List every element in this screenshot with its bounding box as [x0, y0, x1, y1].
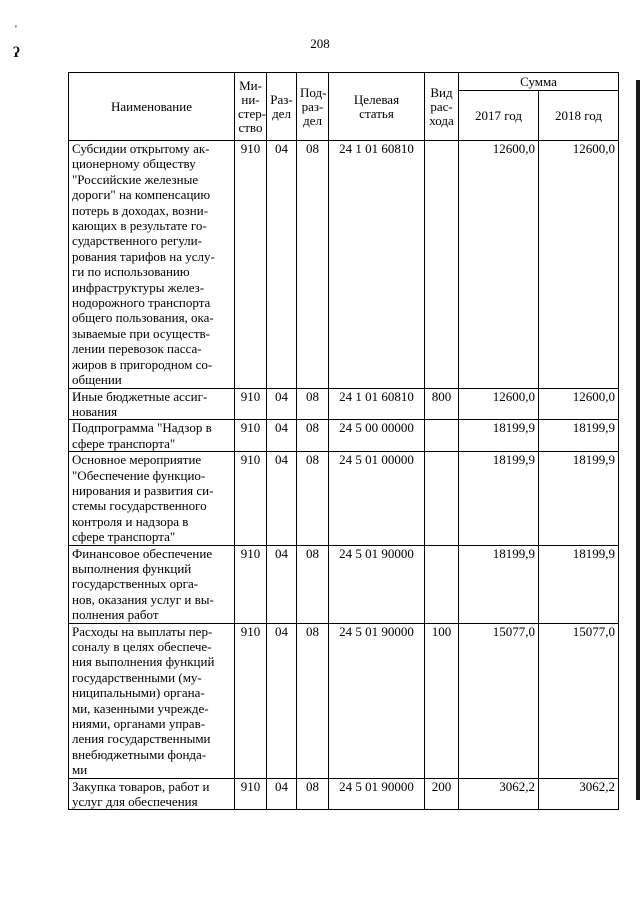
row-amount-2017: 18199,9 — [459, 452, 539, 545]
header-sum: Сумма — [459, 73, 619, 91]
row-amount-2018: 12600,0 — [539, 141, 619, 389]
row-section: 04 — [267, 545, 297, 623]
row-ministry: 910 — [235, 623, 267, 778]
table-row — [69, 420, 619, 452]
table-row — [69, 388, 619, 420]
row-ministry: 910 — [235, 388, 267, 420]
header-year-2018: 2018 год — [539, 91, 619, 141]
row-name: Субсидии открытому ак- ционерному обществу "Российские железные дороги" на компенсацию потерь в доходах, возни- кающих в результате го- сударственного регули- рования тарифов на услу- ги по использованию инфраструктуры желез- нодорожного транспорта общего пользования, ока- зываемые при осуществ- лении перевозок пасса- жиров в пригородном со- общении — [69, 141, 235, 389]
row-amount-2017: 18199,9 — [459, 420, 539, 452]
table-row — [69, 452, 619, 545]
row-name: Основное мероприятие "Обеспечение функцио- нирования и развития си- стемы государственного контроля и надзора в сфере транспорта" — [69, 452, 235, 545]
header-expense-type: Вид рас- хода — [425, 73, 459, 141]
row-name: Иные бюджетные ассиг- нования — [69, 388, 235, 420]
row-name: Подпрограмма "Надзор в сфере транспорта" — [69, 420, 235, 452]
scan-edge-shadow — [636, 80, 640, 800]
table-row — [69, 623, 619, 778]
row-section: 04 — [267, 141, 297, 389]
row-ministry: 910 — [235, 452, 267, 545]
row-ministry: 910 — [235, 545, 267, 623]
row-amount-2018: 18199,9 — [539, 420, 619, 452]
row-target: 24 5 01 90000 — [329, 778, 425, 810]
row-amount-2018: 15077,0 — [539, 623, 619, 778]
row-amount-2017: 3062,2 — [459, 778, 539, 810]
margin-mark: ᵉ — [15, 22, 18, 32]
row-section: 04 — [267, 420, 297, 452]
row-subsection: 08 — [297, 452, 329, 545]
row-name: Расходы на выплаты пер- соналу в целях обеспече- ния выполнения функций государственными (му- ниципальными) органа- ми, казенными учрежде- ниями, органами управ- ления государственными внебюджетными фонда- ми — [69, 623, 235, 778]
row-section: 04 — [267, 778, 297, 810]
row-expense-type — [425, 141, 459, 389]
row-subsection: 08 — [297, 623, 329, 778]
row-subsection: 08 — [297, 420, 329, 452]
row-target: 24 5 00 00000 — [329, 420, 425, 452]
row-amount-2017: 15077,0 — [459, 623, 539, 778]
row-target: 24 5 01 90000 — [329, 545, 425, 623]
budget-table — [68, 72, 619, 810]
row-name: Финансовое обеспечение выполнения функций государственных орга- нов, оказания услуг и вы- полнения работ — [69, 545, 235, 623]
table-row — [69, 545, 619, 623]
row-target: 24 5 01 00000 — [329, 452, 425, 545]
row-section: 04 — [267, 388, 297, 420]
table-row — [69, 141, 619, 389]
row-amount-2017: 18199,9 — [459, 545, 539, 623]
row-subsection: 08 — [297, 388, 329, 420]
header-name: Наименование — [69, 73, 235, 141]
row-amount-2018: 3062,2 — [539, 778, 619, 810]
row-expense-type — [425, 545, 459, 623]
header-subsection: Под- раз- дел — [297, 73, 329, 141]
row-expense-type: 200 — [425, 778, 459, 810]
row-amount-2018: 18199,9 — [539, 452, 619, 545]
header-ministry: Ми- ни- стер- ство — [235, 73, 267, 141]
row-section: 04 — [267, 452, 297, 545]
row-subsection: 08 — [297, 141, 329, 389]
row-amount-2017: 12600,0 — [459, 388, 539, 420]
row-expense-type — [425, 420, 459, 452]
row-amount-2018: 12600,0 — [539, 388, 619, 420]
row-ministry: 910 — [235, 778, 267, 810]
row-target: 24 1 01 60810 — [329, 141, 425, 389]
row-name: Закупка товаров, работ и услуг для обеспечения — [69, 778, 235, 810]
row-ministry: 910 — [235, 420, 267, 452]
row-expense-type: 100 — [425, 623, 459, 778]
header-target: Целевая статья — [329, 73, 425, 141]
row-ministry: 910 — [235, 141, 267, 389]
header-section: Раз- дел — [267, 73, 297, 141]
row-target: 24 1 01 60810 — [329, 388, 425, 420]
margin-mark: ʔ — [13, 45, 20, 61]
row-amount-2018: 18199,9 — [539, 545, 619, 623]
header-year-2017: 2017 год — [459, 91, 539, 141]
row-amount-2017: 12600,0 — [459, 141, 539, 389]
row-subsection: 08 — [297, 545, 329, 623]
row-target: 24 5 01 90000 — [329, 623, 425, 778]
row-expense-type: 800 — [425, 388, 459, 420]
row-expense-type — [425, 452, 459, 545]
row-section: 04 — [267, 623, 297, 778]
table-row — [69, 778, 619, 810]
page-number: 208 — [310, 36, 330, 51]
row-subsection: 08 — [297, 778, 329, 810]
